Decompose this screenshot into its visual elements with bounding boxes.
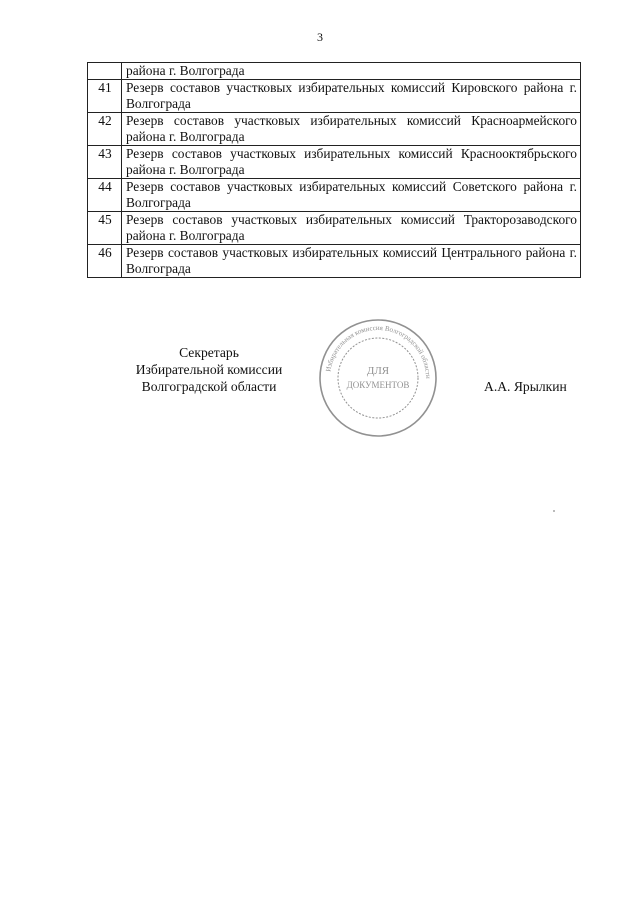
row-text: Резерв составов участковых избирательных комиссий Тракторозаводского района г. Волгограда xyxy=(122,212,581,245)
row-number: 41 xyxy=(88,80,122,113)
row-text: района г. Волгограда xyxy=(122,63,581,80)
signature-title-block xyxy=(104,344,314,395)
document-table xyxy=(87,62,581,278)
signature-title-line2: Избирательной комиссии xyxy=(135,362,283,377)
row-text: Резерв составов участковых избирательных комиссий Красноармейского района г. Волгограда xyxy=(122,113,581,146)
row-text: Резерв составов участковых избирательных комиссий Краснооктябрьского района г. Волгограда xyxy=(122,146,581,179)
stamp-center-line2: ДОКУМЕНТОВ xyxy=(346,380,410,390)
table-row xyxy=(88,146,581,179)
table-row xyxy=(88,245,581,278)
official-stamp xyxy=(316,316,440,440)
stamp-ring-text: Избирательная комиссия Волгоградской области xyxy=(324,323,433,379)
row-number: 44 xyxy=(88,179,122,212)
table-row xyxy=(88,212,581,245)
stamp-outer-ring xyxy=(320,320,436,436)
row-text: Резерв составов участковых избирательных комиссий Кировского района г. Волгограда xyxy=(122,80,581,113)
row-number xyxy=(88,63,122,80)
table-row xyxy=(88,179,581,212)
scan-speck xyxy=(553,510,555,512)
stamp-inner-ring xyxy=(338,338,418,418)
row-number: 46 xyxy=(88,245,122,278)
page-number: 3 xyxy=(317,30,323,44)
row-text: Резерв составов участковых избирательных комиссий Советского района г. Волгограда xyxy=(122,179,581,212)
row-text: Резерв составов участковых избирательных комиссий Центрального района г. Волгограда xyxy=(122,245,581,278)
signature-title-line1: Секретарь xyxy=(179,345,239,360)
table-row xyxy=(88,80,581,113)
table-row xyxy=(88,113,581,146)
stamp-center-line1: ДЛЯ xyxy=(366,365,390,377)
signature-title-line3: Волгоградской области xyxy=(141,379,277,394)
table-body xyxy=(88,63,581,278)
row-number: 42 xyxy=(88,113,122,146)
row-number: 43 xyxy=(88,146,122,179)
row-number: 45 xyxy=(88,212,122,245)
table-row xyxy=(88,63,581,80)
signer-name: А.А. Ярылкин xyxy=(484,379,567,394)
